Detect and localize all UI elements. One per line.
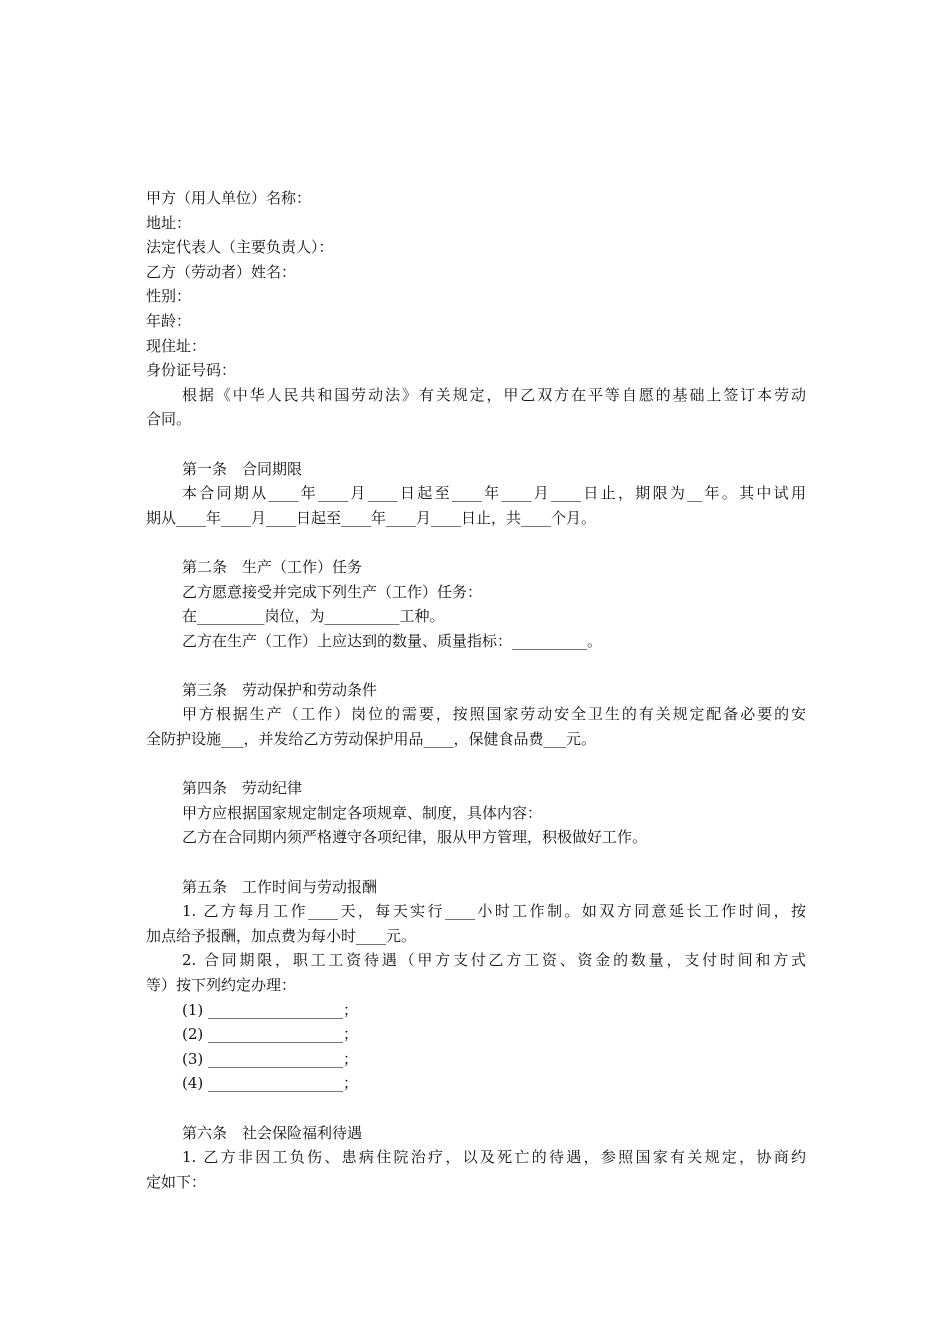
legal-representative: 法定代表人（主要负责人）： [146, 238, 334, 257]
article-3-line-2: 全防护设施___，并发给乙方劳动保护用品____，保健食品费___元。 [146, 730, 597, 749]
party-a-name: 甲方（用人单位）名称： [146, 189, 312, 207]
article-6-title: 第六条 社会保险福利待遇 [182, 1123, 363, 1142]
article-3-line-1: 甲方根据生产（工作）岗位的需要，按照国家劳动安全卫生的有关规定配备必要的安 [182, 705, 806, 724]
article-5-clause-2-line-2: 等）按下列约定办理： [146, 976, 297, 994]
preamble-line-2: 合同。 [146, 410, 192, 429]
article-1-line-2: 期从____年____月____日起至____年____月____日止，共____个月。 [146, 508, 597, 527]
address: 地址： [146, 213, 192, 232]
article-5-clause-2-line-1: 2. 合同期限，职工工资待遇（甲方支付乙方工资、资金的数量，支付时间和方式 [182, 951, 806, 970]
list-item: (1) __________________； [182, 1000, 359, 1019]
article-4-title: 第四条 劳动纪律 [182, 779, 303, 798]
contract-body [146, 186, 806, 1194]
article-4-line-2: 乙方在合同期内须严格遵守各项纪律，服从甲方管理，积极做好工作。 [182, 828, 648, 847]
article-6-line-1: 1. 乙方非因工负伤、患病住院治疗，以及死亡的待遇，参照国家有关规定，协商约 [182, 1148, 806, 1167]
article-5-clause-1-line-2: 加点给予报酬，加点费为每小时____元。 [146, 926, 417, 945]
article-2-line-3: 乙方在生产（工作）上应达到的数量、质量指标：__________。 [182, 631, 603, 650]
article-3-title: 第三条 劳动保护和劳动条件 [182, 680, 378, 699]
id-number: 身份证号码： [146, 361, 237, 380]
list-item: (2) __________________； [182, 1025, 359, 1044]
article-2-title: 第二条 生产（工作）任务 [182, 557, 363, 576]
article-2-line-1: 乙方愿意接受并完成下列生产（工作）任务： [182, 582, 483, 601]
article-1-line-1: 本合同期从____年____月____日起至____年____月____日止，期限为__年。其中试用 [182, 484, 806, 503]
gender: 性别： [146, 287, 192, 306]
article-5-clause-1-line-1: 1. 乙方每月工作____天，每天实行____小时工作制。如双方同意延长工作时间，按 [182, 902, 806, 921]
residence: 现住址： [146, 336, 207, 355]
article-4-line-1: 甲方应根据国家规定制定各项规章、制度，具体内容： [182, 803, 543, 822]
article-6-line-2: 定如下： [146, 1172, 207, 1191]
article-2-line-2: 在_________岗位，为__________工种。 [182, 607, 445, 626]
party-b-name: 乙方（劳动者）姓名： [146, 262, 297, 281]
list-item: (4) __________________； [182, 1074, 359, 1093]
article-1-title: 第一条 合同期限 [182, 459, 303, 478]
list-item: (3) __________________； [182, 1049, 359, 1068]
article-5-title: 第五条 工作时间与劳动报酬 [182, 877, 378, 896]
preamble-line-1: 根据《中华人民共和国劳动法》有关规定，甲乙双方在平等自愿的基础上签订本劳动 [182, 385, 806, 404]
age: 年龄： [146, 311, 192, 330]
